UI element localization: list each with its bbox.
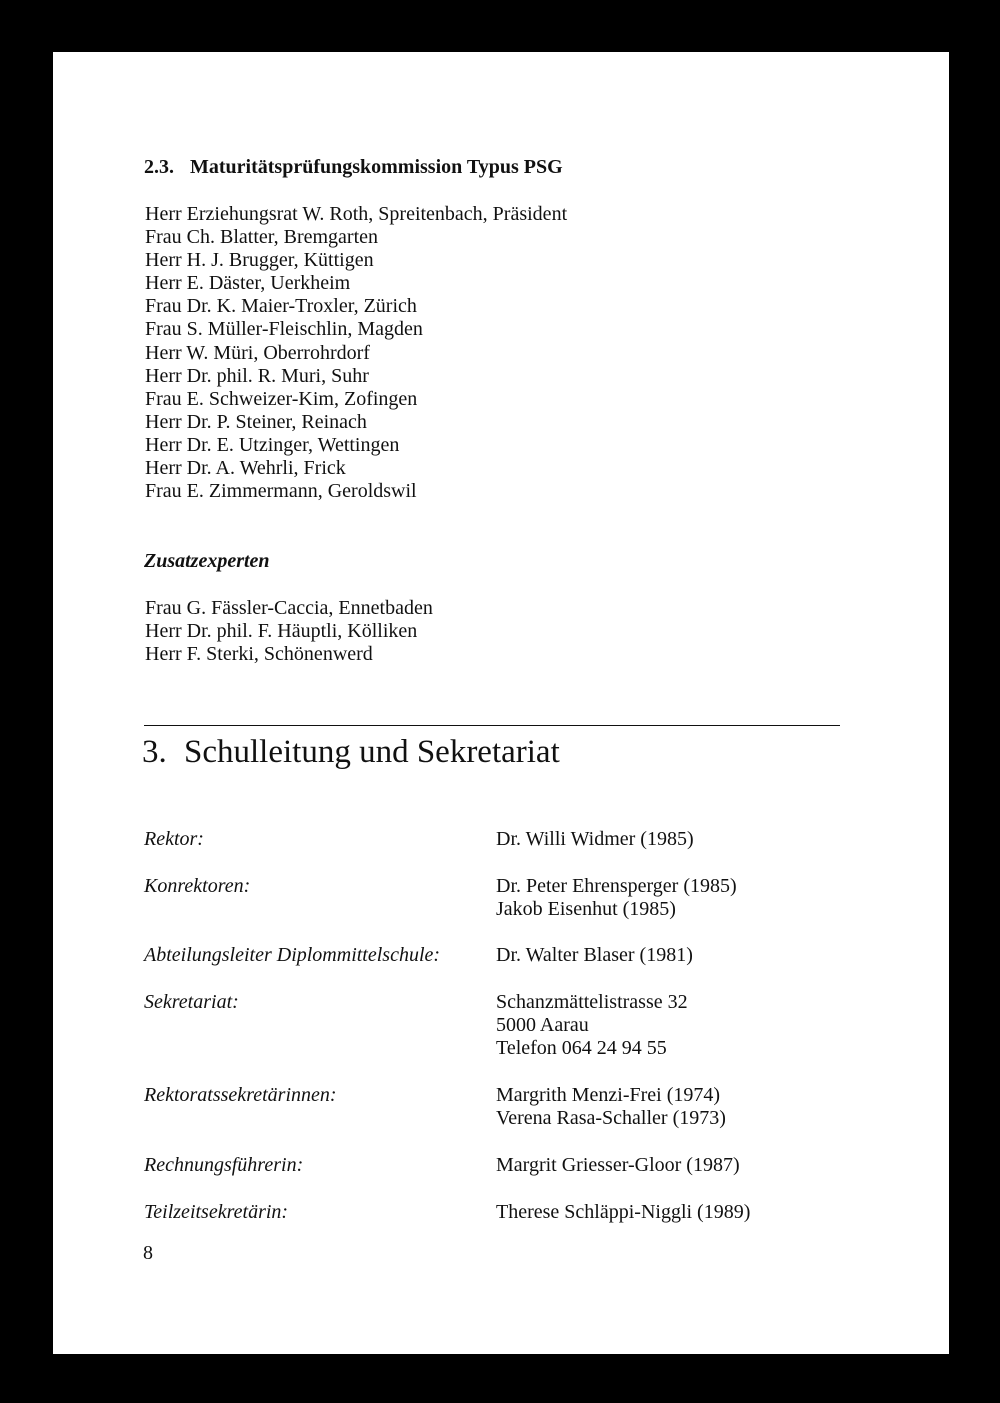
section-divider: [144, 725, 840, 726]
page-number: 8: [143, 1242, 153, 1264]
list-item: Herr E. Däster, Uerkheim: [145, 272, 351, 295]
list-item: Herr Dr. A. Wehrli, Frick: [145, 457, 346, 480]
additional-experts-list: [145, 597, 433, 666]
role-value: Dr. Willi Widmer (1985): [496, 828, 694, 850]
list-item: Frau E. Zimmermann, Geroldswil: [145, 480, 417, 503]
role-value: Margrith Menzi-Frei (1974): [496, 1084, 721, 1106]
role-values: [496, 991, 688, 1060]
role-values: [496, 1201, 750, 1224]
section-heading-2-3: [144, 156, 563, 179]
role-value: Telefon 064 24 94 55: [496, 1037, 667, 1060]
role-value: Jakob Eisenhut (1985): [496, 898, 676, 921]
role-label: Rechnungsführerin:: [144, 1154, 304, 1176]
role-label: Sekretariat:: [144, 991, 239, 1013]
chapter-title: Schulleitung und Sekretariat: [184, 734, 560, 770]
chapter-number: 3.: [142, 734, 167, 770]
role-values: [496, 944, 693, 967]
list-item: Herr W. Müri, Oberrohrdorf: [145, 341, 370, 364]
list-item: Herr Dr. phil. F. Häuptli, Kölliken: [145, 620, 418, 643]
list-item: Frau Dr. K. Maier-Troxler, Zürich: [145, 295, 417, 318]
role-values: [496, 1084, 726, 1130]
list-item: Herr H. J. Brugger, Küttigen: [145, 249, 374, 272]
list-item: Herr Dr. E. Utzinger, Wettingen: [145, 433, 400, 456]
list-item: Herr F. Sterki, Schönenwerd: [145, 643, 373, 666]
role-label: Abteilungsleiter Diplommittelschule:: [144, 944, 441, 966]
list-item: Frau S. Müller-Fleischlin, Magden: [145, 318, 423, 341]
experts-heading: Zusatzexperten: [144, 550, 270, 572]
list-item: Herr Erziehungsrat W. Roth, Spreitenbach, Präsident: [145, 203, 568, 225]
list-item: Frau G. Fässler-Caccia, Ennetbaden: [145, 597, 433, 619]
role-values: [496, 1154, 740, 1177]
role-label: Konrektoren:: [144, 875, 251, 897]
chapter-heading-3: [142, 734, 560, 771]
role-value: Margrit Griesser-Gloor (1987): [496, 1154, 740, 1176]
commission-member-list: [145, 203, 567, 503]
role-value: Therese Schläppi-Niggli (1989): [496, 1201, 751, 1223]
list-item: Frau E. Schweizer-Kim, Zofingen: [145, 387, 418, 410]
role-value: Schanzmättelistrasse 32: [496, 991, 688, 1013]
role-values: [496, 875, 737, 921]
section-number: 2.3.: [144, 156, 174, 178]
role-label: Rektor:: [144, 828, 204, 850]
section-title: Maturitätsprüfungskommission Typus PSG: [190, 156, 563, 178]
document-page: [53, 52, 949, 1354]
role-value: 5000 Aarau: [496, 1014, 589, 1037]
role-value: Verena Rasa-Schaller (1973): [496, 1107, 726, 1130]
role-value: Dr. Peter Ehrensperger (1985): [496, 875, 737, 897]
list-item: Herr Dr. phil. R. Muri, Suhr: [145, 364, 369, 387]
role-value: Dr. Walter Blaser (1981): [496, 944, 693, 966]
list-item: Frau Ch. Blatter, Bremgarten: [145, 226, 379, 249]
role-label: Teilzeitsekretärin:: [144, 1201, 289, 1223]
role-label: Rektoratssekretärinnen:: [144, 1084, 337, 1106]
list-item: Herr Dr. P. Steiner, Reinach: [145, 410, 367, 433]
role-values: [496, 828, 694, 851]
